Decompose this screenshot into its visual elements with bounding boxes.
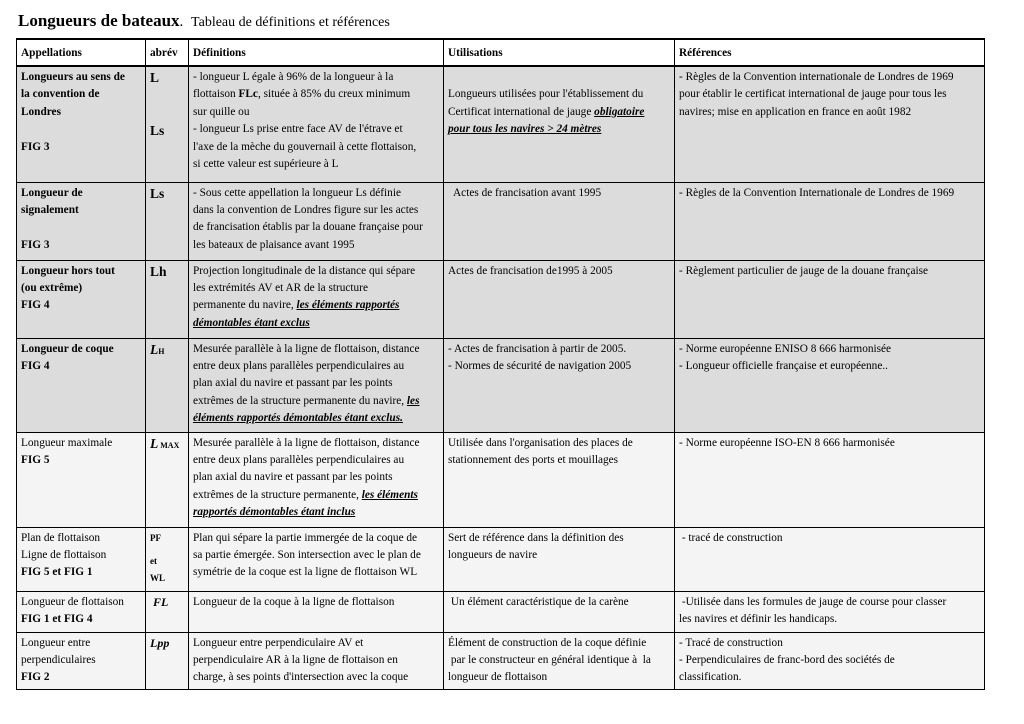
document-title: Longueurs de bateaux [18, 11, 180, 30]
document-subtitle: Tableau de définitions et références [191, 15, 390, 30]
appellation-cell: Longueur de flottaison FIG 1 et FIG 4 [17, 591, 146, 632]
abbreviation-cell: FL [146, 591, 189, 632]
column-header-appellations: Appellations [17, 39, 146, 66]
abbreviation-cell: PF et WL [146, 527, 189, 591]
reference-cell: - Règlement particulier de jauge de la douane française [675, 260, 985, 338]
figure-reference: FIG 3 [21, 238, 50, 251]
definition-cell: Plan qui sépare la partie immergée de la coque de sa partie émergée. Son intersection avec le plan de symétrie de la coque est la ligne de flottaison WL [189, 527, 444, 591]
table-row [17, 591, 985, 632]
table-row [17, 527, 985, 591]
utilisation-cell: Élément de construction de la coque définie par le constructeur en général identique à la longueur de flottaison [444, 632, 675, 689]
utilisation-cell: Actes de francisation avant 1995 [444, 182, 675, 260]
abbreviation-cell: Ls [146, 182, 189, 260]
definition-cell: Mesurée parallèle à la ligne de flottaison, distance entre deux plans parallèles perpendiculaires au plan axial du navire et passant par les points extrêmes de la structure permanente du navire, les éléments rapportés démontables étant exclus. [189, 338, 444, 432]
figure-reference: FIG 3 [21, 140, 50, 153]
table-row [17, 432, 985, 527]
appellation-cell: Longueur hors tout (ou extrême) FIG 4 [17, 260, 146, 338]
figure-reference: FIG 5 et FIG 1 [21, 566, 93, 579]
definition-cell: - Sous cette appellation la longueur Ls définie dans la convention de Londres figure sur les actes de francisation établis par la douane française pour les bateaux de plaisance avant 1995 [189, 182, 444, 260]
column-header-references: Références [675, 39, 985, 66]
utilisation-cell: - Actes de francisation à partir de 2005. - Normes de sécurité de navigation 2005 [444, 338, 675, 432]
utilisation-cell: Actes de francisation de1995 à 2005 [444, 260, 675, 338]
column-header-abbreviation: abrév [146, 39, 189, 66]
appellation-cell: Longueur de signalement FIG 3 [17, 182, 146, 260]
appellation-cell: Longueur de coque FIG 4 [17, 338, 146, 432]
figure-reference: FIG 2 [21, 671, 50, 684]
abbreviation-cell: L Ls [146, 66, 189, 182]
definition-cell: - longueur L égale à 96% de la longueur à la flottaison FLc, située à 85% du creux minimum sur quille ou - longueur Ls prise entre face AV de l'étrave et l'axe de la mèche du gouvernail à cette flottaison, si cette valeur est supérieure à L [189, 66, 444, 182]
abbreviation-cell: L MAX [146, 432, 189, 527]
title-dot: . [179, 14, 184, 30]
definition-cell: Longueur de la coque à la ligne de flottaison [189, 591, 444, 632]
reference-cell: - Tracé de construction - Perpendiculaires de franc-bord des sociétés de classification. [675, 632, 985, 689]
reference-cell: - Norme européenne ISO-EN 8 666 harmonisée [675, 432, 985, 527]
utilisation-cell: Un élément caractéristique de la carène [444, 591, 675, 632]
reference-cell: - Règles de la Convention Internationale de Londres de 1969 [675, 182, 985, 260]
column-header-utilisations: Utilisations [444, 39, 675, 66]
appellation-cell: Longueurs au sens de la convention de Londres FIG 3 [17, 66, 146, 182]
table-row [17, 338, 985, 432]
abbreviation-cell: Lpp [146, 632, 189, 689]
utilisation-cell: Utilisée dans l'organisation des places de stationnement des ports et mouillages [444, 432, 675, 527]
reference-cell: - Règles de la Convention internationale de Londres de 1969 pour établir le certificat international de jauge pour tous les navires; mise en application en france en août 1982 [675, 66, 985, 182]
abbreviation-cell: Lh [146, 260, 189, 338]
reference-cell: - tracé de construction [675, 527, 985, 591]
figure-reference: FIG 1 et FIG 4 [21, 612, 93, 625]
figure-reference: FIG 4 [21, 299, 50, 312]
abbreviation-cell: LH [146, 338, 189, 432]
reference-cell: -Utilisée dans les formules de jauge de course pour classer les navires et définir les handicaps. [675, 591, 985, 632]
reference-cell: - Norme européenne ENISO 8 666 harmonisée - Longueur officielle française et européenne.. [675, 338, 985, 432]
table-row [17, 66, 985, 182]
table-row [17, 182, 985, 260]
appellation-cell: Plan de flottaison Ligne de flottaison FIG 5 et FIG 1 [17, 527, 146, 591]
column-header-definitions: Définitions [189, 39, 444, 66]
definition-cell: Projection longitudinale de la distance qui sépare les extrémités AV et AR de la structure permanente du navire, les éléments rapportés démontables étant exclus [189, 260, 444, 338]
figure-reference: FIG 5 [21, 453, 50, 466]
page-title [18, 11, 390, 31]
definition-cell: Mesurée parallèle à la ligne de flottaison, distance entre deux plans parallèles perpendiculaires au plan axial du navire et passant par les points extrêmes de la structure permanente, les éléments rapportés démontables étant inclus [189, 432, 444, 527]
appellation-cell: Longueur entre perpendiculaires FIG 2 [17, 632, 146, 689]
utilisation-cell: Sert de référence dans la définition des longueurs de navire [444, 527, 675, 591]
figure-reference: FIG 4 [21, 359, 50, 372]
definition-cell: Longueur entre perpendiculaire AV et perpendiculaire AR à la ligne de flottaison en charge, à ses points d'intersection avec la coque [189, 632, 444, 689]
table-header-row [17, 39, 985, 66]
table-row [17, 632, 985, 689]
lengths-table [16, 38, 985, 690]
appellation-cell: Longueur maximale FIG 5 [17, 432, 146, 527]
utilisation-cell: Longueurs utilisées pour l'établissement du Certificat international de jauge obligatoire pour tous les navires > 24 mètres [444, 66, 675, 182]
table-row [17, 260, 985, 338]
